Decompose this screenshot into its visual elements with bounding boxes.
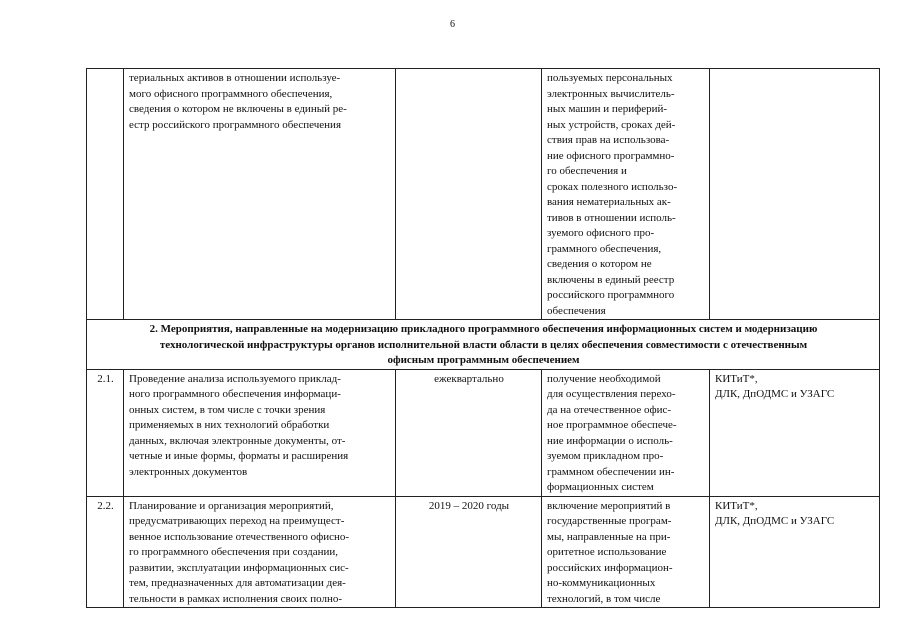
text-line: вания нематериальных ак-	[547, 196, 671, 208]
text-line: российских информацион-	[547, 561, 673, 574]
text-line: развитии, эксплуатации информационных сис-	[129, 561, 349, 574]
text-line: применяемых в них технологий обработки	[129, 419, 330, 431]
text-line: тельности в рамках исполнения своих полно-	[129, 592, 343, 605]
cell-number	[87, 69, 124, 320]
cell-period	[396, 69, 542, 320]
text-line: КИТиТ*,	[715, 372, 758, 385]
text-line: Планирование и организация мероприятий,	[129, 499, 334, 512]
text-line: ДЛК, ДпОДМС и УЗАГС	[715, 388, 835, 400]
section-title-line: офисным программным обеспечением	[387, 354, 580, 366]
text-line: предусматривающих переход на преимущест-	[129, 515, 345, 527]
text-line: для осуществления перехо-	[547, 388, 676, 400]
cell-responsible	[710, 496, 880, 608]
cell-result	[542, 496, 710, 608]
text-line: ДЛК, ДпОДМС и УЗАГС	[715, 515, 835, 527]
text-line: формационных систем	[547, 481, 654, 493]
text-line: электронных вычислитель-	[547, 87, 675, 100]
text-line: четные и иные формы, форматы и расширения	[129, 450, 349, 462]
text-line: ствия прав на использова-	[547, 134, 670, 146]
text-line: но-коммуникационных	[547, 577, 656, 589]
text-line: Проведение анализа используемого приклад-	[129, 372, 341, 385]
text-line: зуемом прикладном про-	[547, 450, 664, 462]
text-line: обеспечения	[547, 304, 606, 317]
text-line: венное использование отечественного офисно-	[129, 530, 350, 543]
text-line: да на отечественное офис-	[547, 403, 672, 416]
page-number: 6	[450, 19, 455, 30]
cell-action	[124, 496, 396, 608]
cell-number: 2.2.	[87, 496, 124, 608]
text-line: граммного обеспечения,	[547, 242, 662, 255]
text-line: ных машин и периферий-	[547, 103, 668, 115]
text-line: мы, направленные на при-	[547, 530, 671, 543]
text-line: сведения о котором не включены в единый ре-	[129, 103, 347, 115]
table-row-2-2	[87, 496, 880, 608]
cell-period: 2019 – 2020 годы	[396, 496, 542, 608]
section-title-line: 2. Мероприятия, направленные на модернизацию прикладного программного обеспечения информационных систем и модернизацию	[149, 323, 818, 335]
text-line: российского программного	[547, 289, 675, 301]
measures-table	[86, 68, 880, 608]
text-line: териальных активов в отношении используе-	[129, 72, 341, 84]
text-line: тивов в отношении исполь-	[547, 211, 676, 224]
text-line: сведения о котором не	[547, 258, 652, 270]
text-line: онных систем, в том числе с точки зрения	[129, 403, 326, 416]
text-line: граммном обеспечении ин-	[547, 465, 675, 478]
text-line: включены в единый реестр	[547, 273, 675, 286]
section-title	[87, 320, 880, 370]
text-line: пользуемых персональных	[547, 72, 673, 84]
text-line: го программного обеспечения при создании,	[129, 546, 338, 558]
text-line: ных устройств, сроках дей-	[547, 118, 676, 131]
cell-result	[542, 369, 710, 496]
text-line: го обеспечения и	[547, 165, 627, 177]
text-line: ние информации о исполь-	[547, 434, 673, 447]
text-line: данных, включая электронные документы, от-	[129, 434, 346, 447]
text-line: тем, предназначенных для автоматизации дея-	[129, 577, 346, 589]
cell-responsible	[710, 369, 880, 496]
text-line: ного программного обеспечения информаци-	[129, 388, 341, 400]
cell-responsible	[710, 69, 880, 320]
section-title-line: технологической инфраструктуры органов исполнительной власти области в целях обеспечения совместимости с отечественным	[159, 338, 808, 351]
text-line: сроках полезного использо-	[547, 180, 678, 193]
cell-result	[542, 69, 710, 320]
text-line: мого офисного программного обеспечения,	[129, 87, 333, 100]
text-line: ное программное обеспече-	[547, 419, 677, 431]
text-line: технологий, в том числе	[547, 592, 661, 605]
cell-number: 2.1.	[87, 369, 124, 496]
text-line: электронных документов	[129, 465, 248, 478]
text-line: зуемого офисного про-	[547, 227, 655, 239]
cell-period: ежеквартально	[396, 369, 542, 496]
text-line: ние офисного программно-	[547, 149, 675, 162]
text-line: оритетное использование	[547, 546, 667, 558]
text-line: государственные програм-	[547, 515, 672, 527]
cell-action	[124, 369, 396, 496]
table-row-2-1	[87, 369, 880, 496]
text-line: получение необходимой	[547, 372, 661, 385]
section-heading-row	[87, 320, 880, 370]
text-line: включение мероприятий в	[547, 499, 671, 512]
cell-action	[124, 69, 396, 320]
text-line: КИТиТ*,	[715, 499, 758, 512]
table-row-continuation	[87, 69, 880, 320]
text-line: естр российского программного обеспечения	[129, 118, 342, 131]
